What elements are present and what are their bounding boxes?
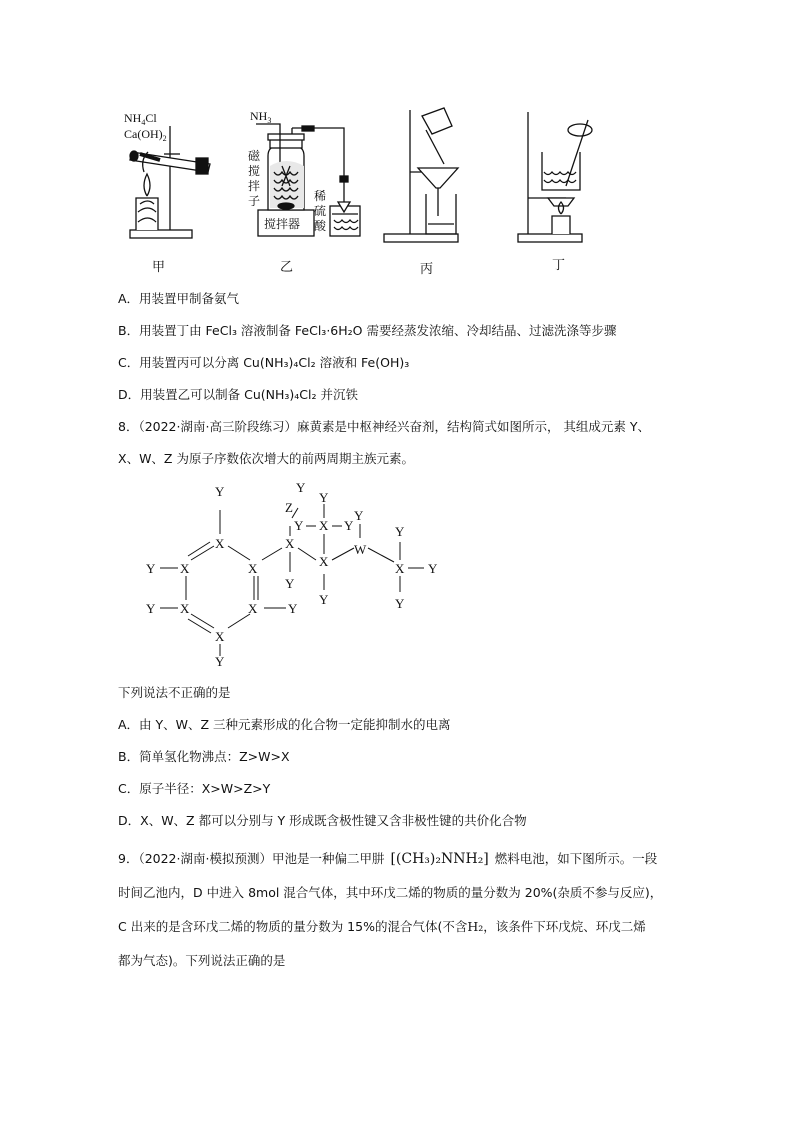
q8-stem-line2: X、W、Z 为原子序数依次增大的前两周期主族元素。 (118, 451, 414, 466)
apparatus-jia (130, 126, 210, 238)
svg-text:Y: Y (146, 601, 156, 616)
svg-text:酸: 酸 (314, 219, 327, 233)
ephedrine-structure (140, 478, 450, 674)
svg-text:Y: Y (296, 480, 306, 495)
q8-stem-line1: 8．（2022·湖南·高三阶段练习）麻黄素是中枢神经兴奋剂，结构简式如图所示， 其组成元素 Y、 (118, 419, 651, 434)
q9-stem-3a: C 出来的是含环戊二烯的物质的量分数为 15%的混合气体(不含 (118, 919, 468, 934)
q9-formula: [(CH₃)₂NNH₂] (390, 851, 489, 867)
q7-option-c: C．用装置丙可以分离 Cu(NH₃)₄Cl₂ 溶液和 Fe(OH)₃ (118, 355, 410, 370)
q7-option-a: A．用装置甲制备氨气 (118, 291, 240, 306)
q8-option-a: A．由 Y、W、Z 三种元素形成的化合物一定能抑制水的电离 (118, 717, 451, 732)
q9-stem-3b: ，该条件下环戊烷、环戊二烯 (483, 919, 646, 934)
q8-option-d: D．X、W、Z 都可以分别与 Y 形成既含极性键又含非极性键的共价化合物 (118, 813, 527, 828)
reagent-nh4cl: $NH_4Cl$ (124, 111, 157, 127)
svg-text:Y: Y (354, 508, 364, 523)
svg-text:硫: 硫 (314, 204, 327, 218)
q8-option-b: B．简单氢化物沸点：Z>W>X (118, 749, 290, 764)
svg-text:X: X (215, 629, 225, 644)
svg-text:X: X (285, 536, 295, 551)
gas-nh3: $NH_3$ (250, 109, 272, 125)
apparatus-ding (518, 112, 592, 242)
apparatus-figure (118, 106, 618, 274)
q9-stem-1a: 9．（2022·湖南·模拟预测）甲池是一种偏二甲肼 (118, 851, 385, 866)
svg-text:磁: 磁 (248, 149, 261, 163)
svg-text:Y: Y (395, 596, 405, 611)
label-stirrer-bar (248, 149, 261, 208)
label-bing: 丙 (420, 262, 434, 277)
q7-option-b: B．用装置丁由 FeCl₃ 溶液制备 FeCl₃·6H₂O 需要经蒸发浓缩、冷却结晶、过滤洗涤等步骤 (118, 323, 617, 338)
svg-text:Z: Z (285, 500, 293, 515)
svg-text:Y: Y (319, 490, 329, 505)
svg-text:Y: Y (146, 561, 156, 576)
svg-text:X: X (180, 601, 190, 616)
label-dilute-acid (314, 188, 327, 233)
svg-text:子: 子 (248, 194, 261, 208)
label-jia: 甲 (152, 260, 166, 275)
svg-text:Y: Y (344, 518, 354, 533)
q9-stem-line4: 都为气态)。下列说法正确的是 (118, 953, 286, 968)
svg-text:稀: 稀 (314, 189, 327, 203)
svg-text:Y: Y (288, 601, 298, 616)
q9-stem-line3 (118, 918, 646, 936)
q9-stem-1b: 燃料电池，如下图所示。一段 (494, 851, 658, 866)
svg-text:Y: Y (395, 524, 405, 539)
q9-stem-line1 (118, 850, 657, 868)
q9-h2: H₂ (467, 919, 484, 934)
q8-prompt: 下列说法不正确的是 (118, 685, 231, 700)
svg-text:Y: Y (215, 484, 225, 499)
svg-text:X: X (319, 518, 329, 533)
svg-text:搅: 搅 (248, 164, 261, 178)
reagent-caoh2: $Ca(OH)_2$ (124, 127, 167, 143)
svg-text:X: X (180, 561, 190, 576)
svg-text:X: X (248, 561, 258, 576)
svg-text:X: X (319, 554, 329, 569)
svg-text:Y: Y (285, 576, 295, 591)
svg-text:Y: Y (428, 561, 438, 576)
q7-option-d: D．用装置乙可以制备 Cu(NH₃)₄Cl₂ 并沉铁 (118, 387, 358, 402)
apparatus-bing (384, 108, 458, 242)
q9-stem-line2: 时间乙池内，D 中进入 8mol 混合气体，其中环戊二烯的物质的量分数为 20%(杂质不参与反应)， (118, 885, 663, 900)
svg-text:Y: Y (319, 592, 329, 607)
label-yi: 乙 (280, 260, 294, 275)
q8-option-c: C．原子半径：X>W>Z>Y (118, 781, 271, 796)
svg-text:Y: Y (215, 654, 225, 669)
svg-text:Y: Y (294, 518, 304, 533)
svg-text:X: X (395, 561, 405, 576)
svg-text:X: X (215, 536, 225, 551)
svg-text:X: X (248, 601, 258, 616)
label-ding: 丁 (552, 258, 566, 273)
svg-text:拌: 拌 (248, 179, 261, 193)
svg-text:W: W (354, 542, 367, 557)
label-stirrer: 搅拌器 (264, 217, 301, 231)
